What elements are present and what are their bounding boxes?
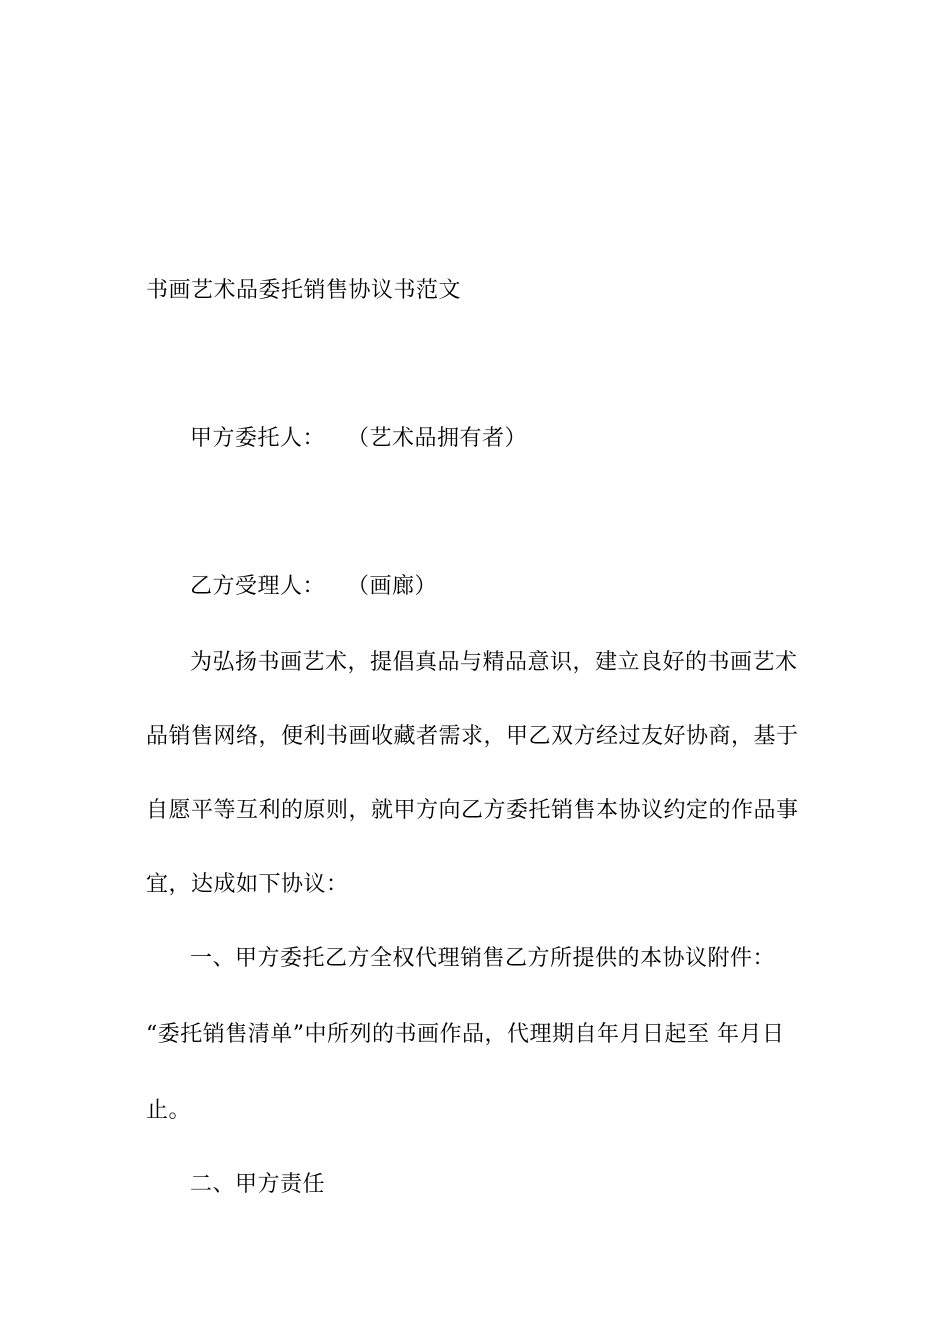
- preamble-line: 宜，达成如下协议：: [146, 872, 349, 897]
- party-b-value: （画廊）: [347, 574, 438, 599]
- preamble-line: 为弘扬书画艺术，提倡真品与精品意识，建立良好的书画艺术: [190, 650, 798, 675]
- clause-1-line: “委托销售清单”中所列的书画作品，代理期自年月日起至 年月日: [146, 1022, 785, 1047]
- party-b-line: [190, 572, 437, 602]
- party-b-label: 乙方受理人：: [190, 574, 326, 599]
- clause-2-heading: 二、甲方责任: [190, 1172, 326, 1197]
- party-a-value: （艺术品拥有者）: [347, 426, 528, 451]
- preamble-line: 品销售网络，便利书画收藏者需求，甲乙双方经过友好协商，基于: [146, 724, 799, 749]
- document-title: 书画艺术品委托销售协议书范文: [146, 278, 462, 303]
- clause-1-line: 一、甲方委托乙方全权代理销售乙方所提供的本协议附件：: [190, 946, 776, 971]
- party-a-line: [190, 424, 527, 454]
- preamble-line: 自愿平等互利的原则，就甲方向乙方委托销售本协议约定的作品事: [146, 798, 799, 823]
- clause-1-line: 止。: [146, 1098, 192, 1123]
- party-a-label: 甲方委托人：: [190, 426, 326, 451]
